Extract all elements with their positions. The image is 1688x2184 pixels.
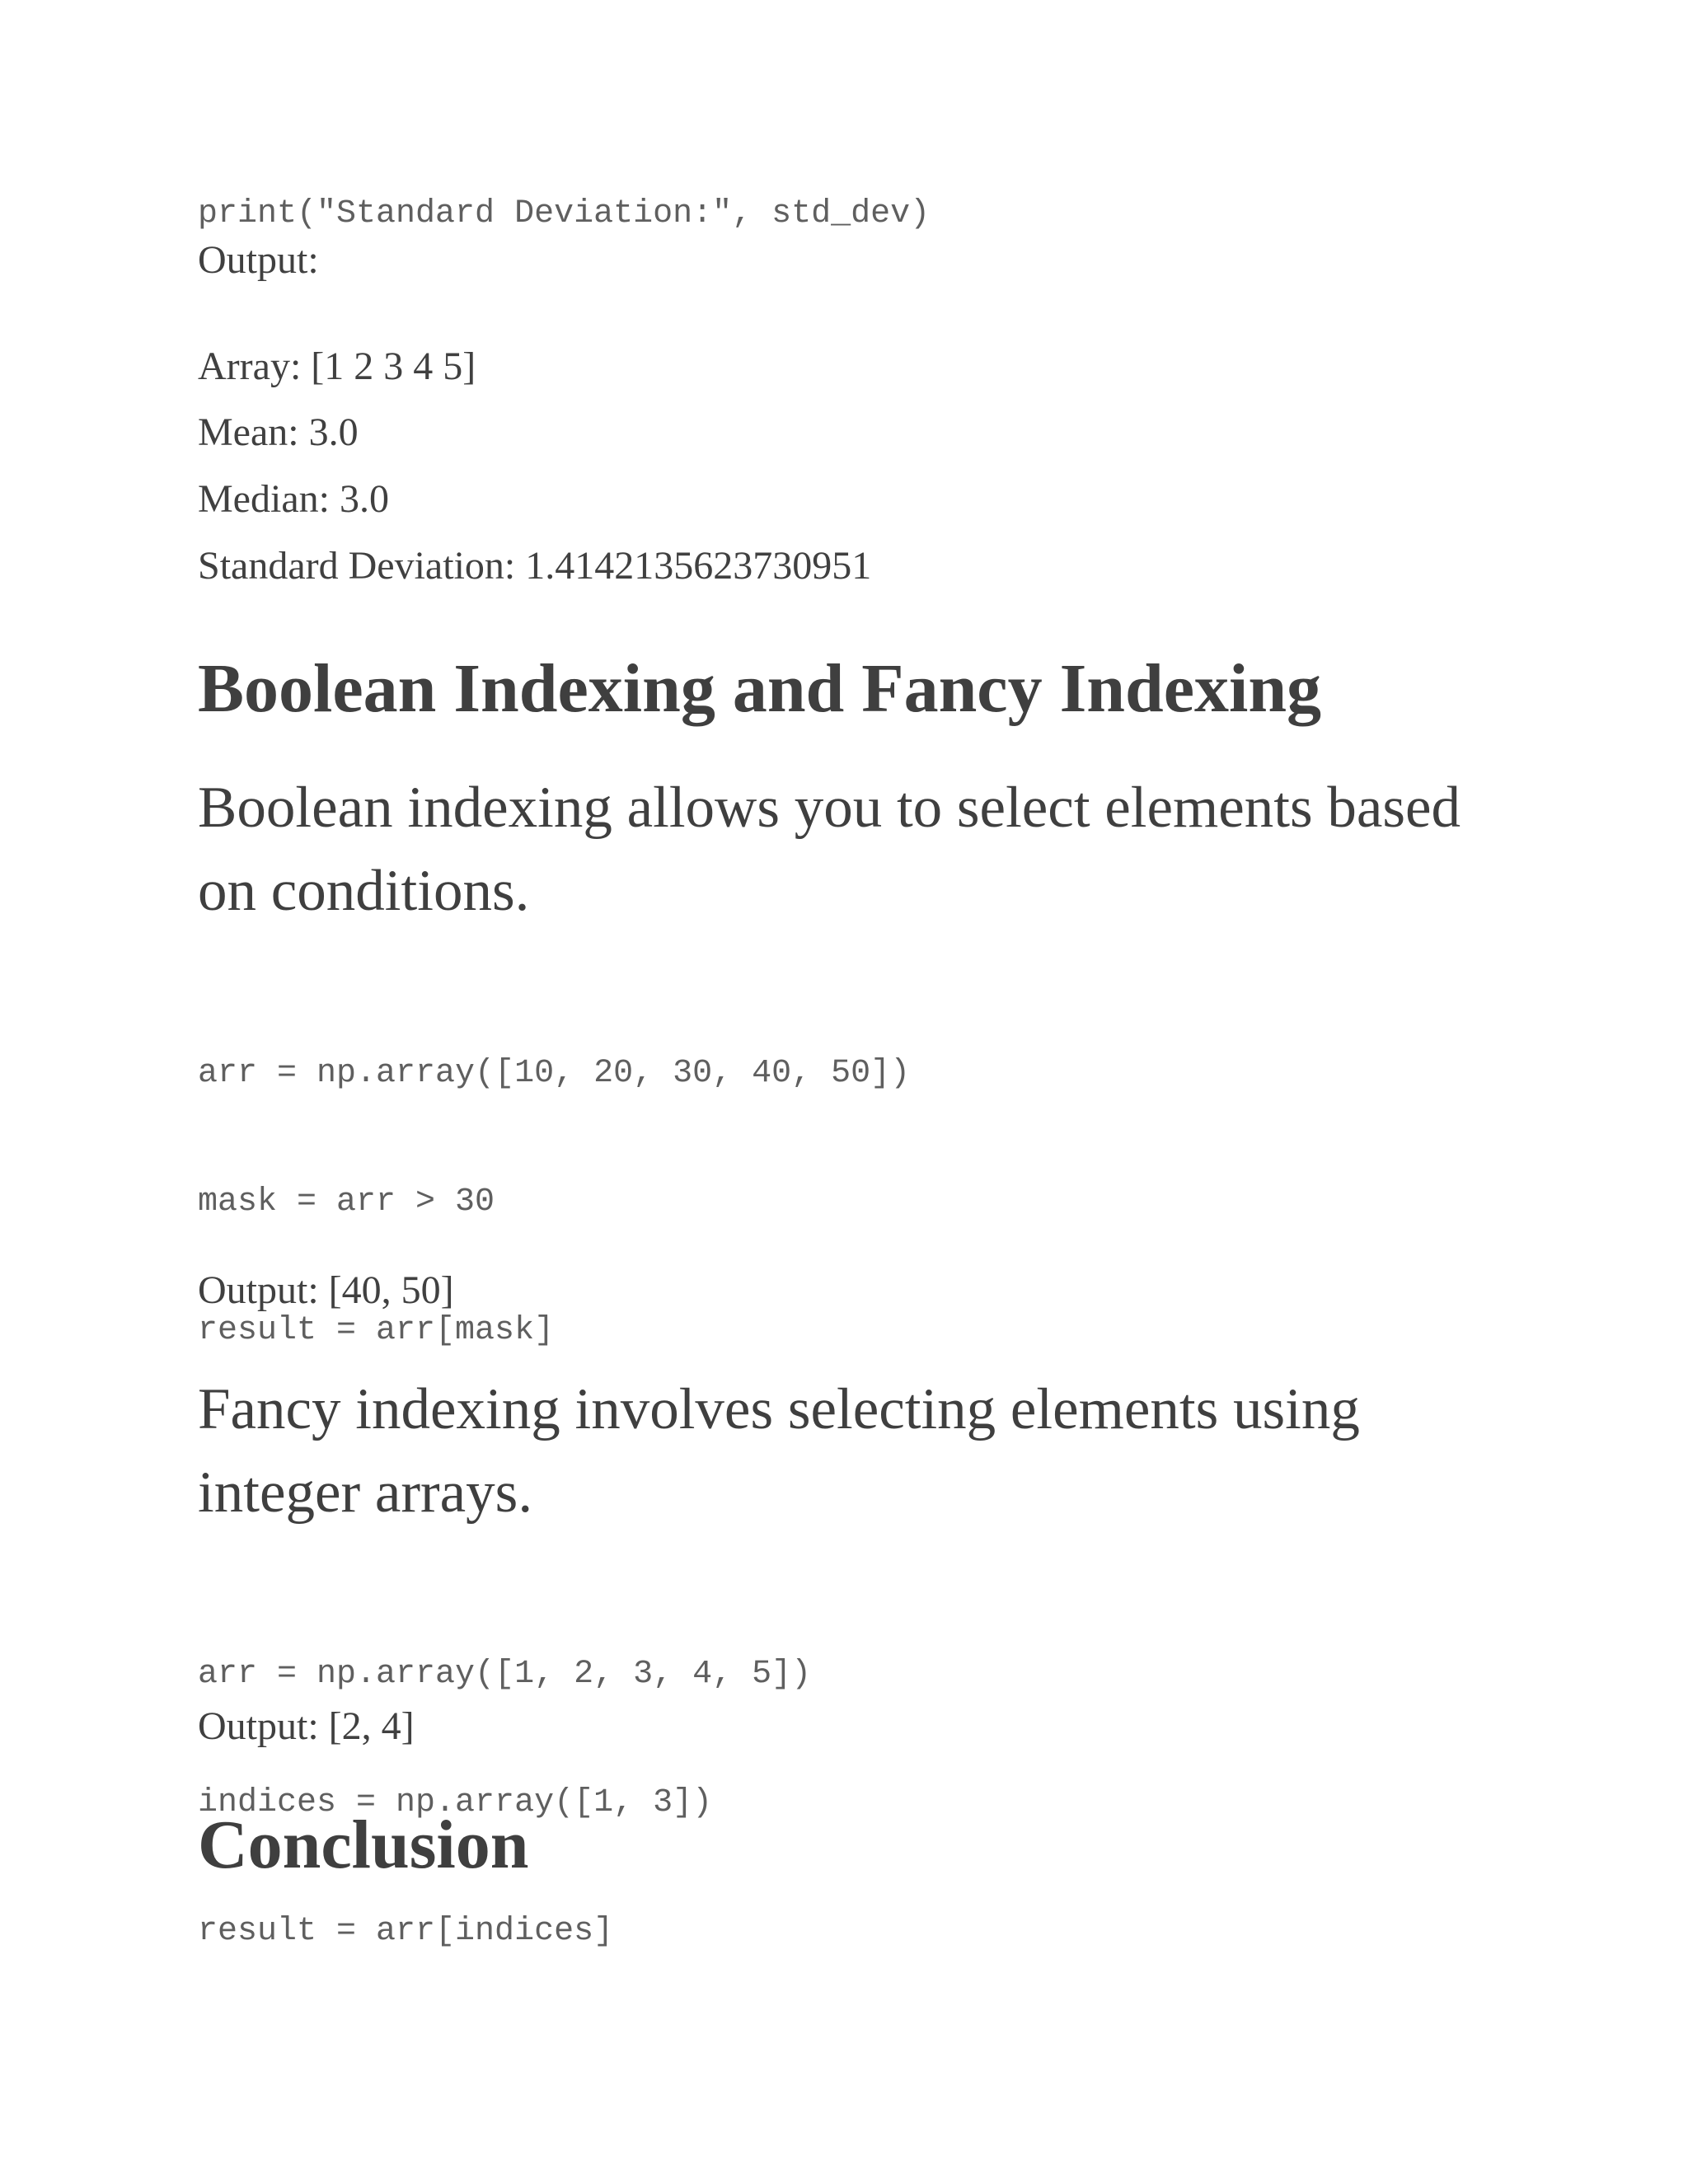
heading-boolean-fancy-indexing: Boolean Indexing and Fancy Indexing xyxy=(198,650,1322,727)
boolean-indexing-intro: Boolean indexing allows you to select elements based on conditions. xyxy=(198,776,1461,923)
output-label: Output: xyxy=(198,238,319,282)
boolean-output: Output: [40, 50] xyxy=(198,1268,454,1312)
code-line: result = arr[mask] xyxy=(198,1312,555,1349)
fancy-output: Output: [2, 4] xyxy=(198,1704,415,1748)
code-line: result = arr[indices] xyxy=(198,1913,614,1950)
code-line: arr = np.array([1, 2, 3, 4, 5]) xyxy=(198,1656,812,1693)
code-line: indices = np.array([1, 3]) xyxy=(198,1784,713,1821)
code-line: mask = arr > 30 xyxy=(198,1183,495,1221)
output-array: Array: [1 2 3 4 5] xyxy=(198,344,476,388)
heading-conclusion: Conclusion xyxy=(198,1807,529,1883)
fancy-code-block xyxy=(198,1568,811,2039)
output-std: Standard Deviation: 1.4142135623730951 xyxy=(198,544,872,588)
output-mean: Mean: 3.0 xyxy=(198,410,359,454)
code-print-std: print("Standard Deviation:", std_dev) xyxy=(198,195,931,232)
fancy-indexing-intro: Fancy indexing involves selecting elements using integer arrays. xyxy=(198,1377,1360,1525)
output-median: Median: 3.0 xyxy=(198,477,389,521)
code-line: arr = np.array([10, 20, 30, 40, 50]) xyxy=(198,1055,911,1092)
